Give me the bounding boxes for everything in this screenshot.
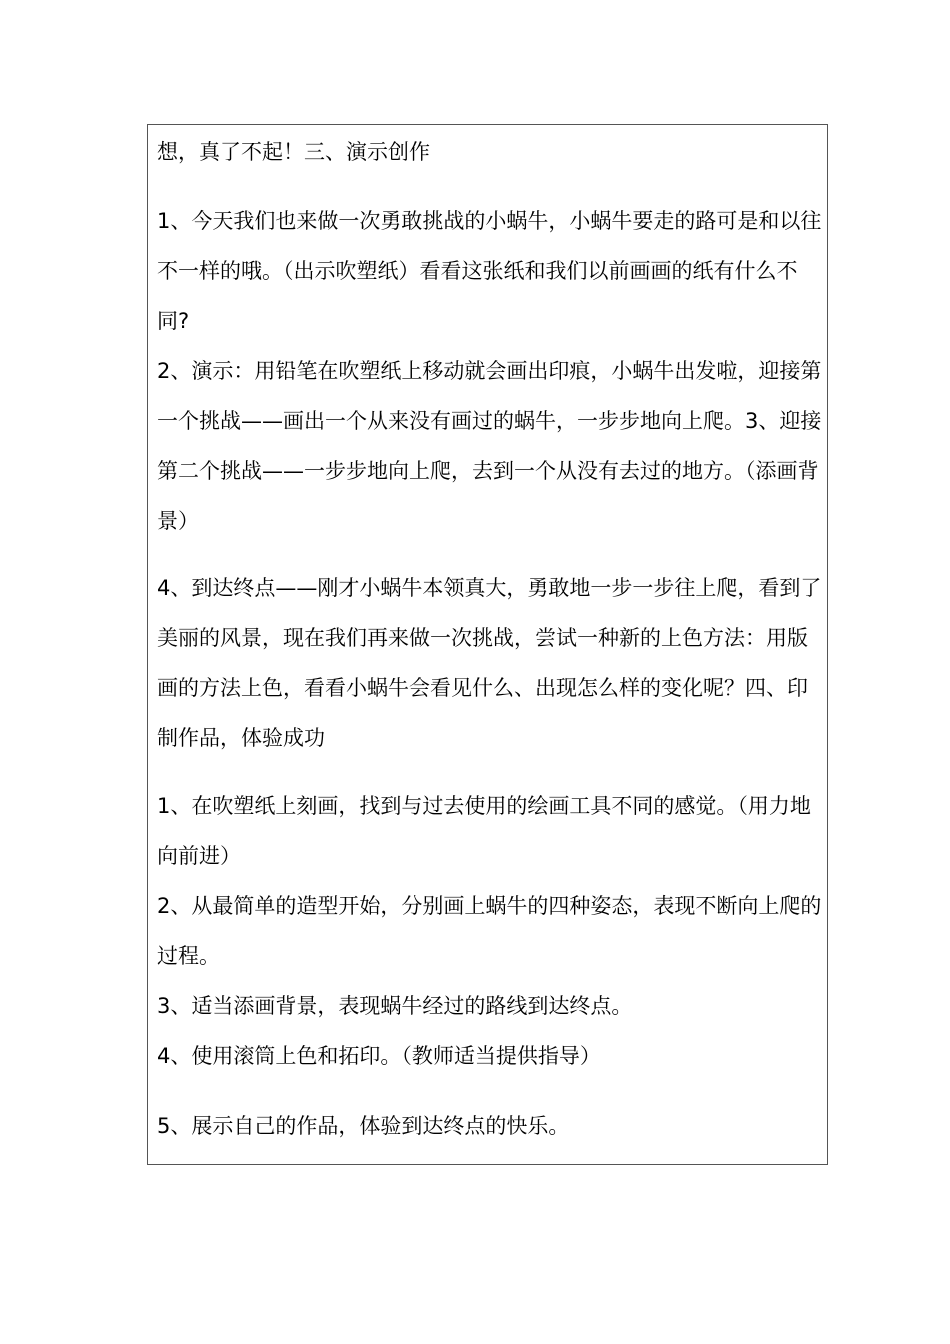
paragraph-print-step-3: 3、适当添画背景，表现蜗牛经过的路线到达终点。 bbox=[157, 994, 633, 1018]
paragraph-intro-line: 想，真了不起！三、演示创作 bbox=[157, 140, 430, 164]
paragraph-step-1: 1、今天我们也来做一次勇敢挑战的小蜗牛，小蜗牛要走的路可是和以往不一样的哦。（出示吹塑纸）看看这张纸和我们以前画画的纸有什么不同? bbox=[157, 209, 822, 333]
paragraph-print-step-4: 4、使用滚筒上色和拓印。（教师适当提供指导） bbox=[157, 1044, 601, 1068]
paragraph-print-step-2: 2、从最简单的造型开始，分别画上蜗牛的四种姿态，表现不断向上爬的过程。 bbox=[157, 894, 822, 968]
document-table-cell bbox=[147, 124, 828, 1165]
paragraph-step-4: 4、到达终点——刚才小蜗牛本领真大，勇敢地一步一步往上爬，看到了美丽的风景，现在我们再来做一次挑战，尝试一种新的上色方法：用版画的方法上色，看看小蜗牛会看见什么、出现怎么样的变化呢？四、印制作品，体验成功 bbox=[157, 576, 822, 750]
paragraph-print-step-5: 5、展示自己的作品，体验到达终点的快乐。 bbox=[157, 1114, 570, 1138]
paragraph-step-2-3: 2、演示：用铅笔在吹塑纸上移动就会画出印痕，小蜗牛出发啦，迎接第一个挑战——画出一个从来没有画过的蜗牛，一步步地向上爬。3、迎接第二个挑战——一步步地向上爬，去到一个从没有去过的地方。（添画背景） bbox=[157, 359, 822, 533]
paragraph-print-step-1: 1、在吹塑纸上刻画，找到与过去使用的绘画工具不同的感觉。（用力地向前进） bbox=[157, 794, 811, 868]
